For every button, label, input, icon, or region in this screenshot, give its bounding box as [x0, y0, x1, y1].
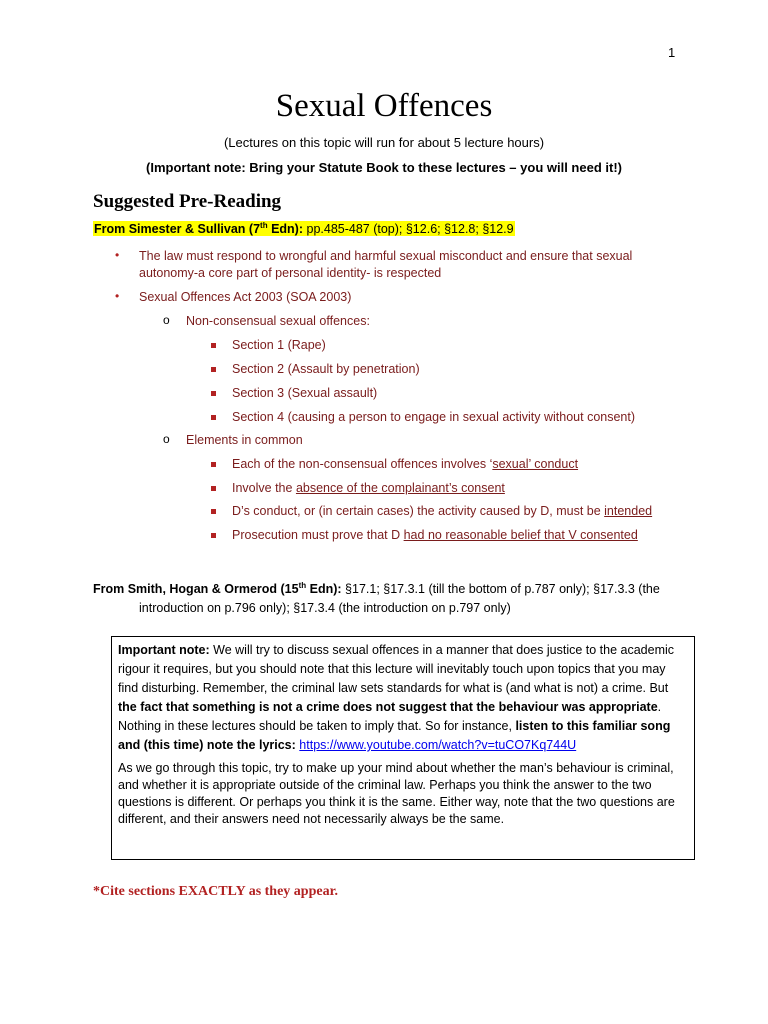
- cite-sections-note: *Cite sections EXACTLY as they appear.: [93, 884, 339, 899]
- note-text-2: . Nothing in these lectures should be taken to imply that. So for instance,: [118, 700, 662, 733]
- item-section-2: Section 2 (Assault by penetration): [232, 362, 420, 376]
- bullet-text-line: autonomy-a core part of personal identity- is respected: [139, 266, 442, 280]
- item-text: Involve the: [232, 481, 296, 495]
- note-bold-2: listen to this familiar song and (this time) note the lyrics:: [118, 719, 671, 752]
- source2-sup: th: [298, 581, 307, 590]
- note-label: Important note:: [118, 643, 210, 657]
- item-section-1: Section 1 (Rape): [232, 338, 326, 352]
- important-note-box: [111, 636, 695, 860]
- note-paragraph-1: [118, 641, 688, 755]
- bullet-soa-2003: Sexual Offences Act 2003 (SOA 2003): [139, 290, 352, 304]
- circle-bullet: o: [163, 313, 170, 327]
- square-bullet: [211, 462, 216, 467]
- source1-suffix: Edn):: [267, 222, 304, 237]
- square-bullet: [211, 367, 216, 372]
- page-number: 1: [668, 45, 676, 60]
- bullet-dot: •: [115, 289, 120, 303]
- square-bullet: [211, 415, 216, 420]
- square-bullet: [211, 343, 216, 348]
- square-bullet: [211, 391, 216, 396]
- item-section-3: Section 3 (Sexual assault): [232, 386, 378, 400]
- bullet-dot: •: [115, 248, 120, 262]
- square-bullet: [211, 486, 216, 491]
- lecture-hours-note: (Lectures on this topic will run for about 5 lecture hours): [223, 135, 545, 150]
- page-title: Sexual Offences: [275, 88, 493, 124]
- item-underlined: absence of the complainant’s consent: [295, 481, 505, 495]
- subbullet-non-consensual: Non-consensual sexual offences:: [186, 314, 370, 328]
- bullet-text-line: The law must respond to wrongful and harmful sexual misconduct and ensure that sexual: [139, 249, 633, 263]
- bullet-law-must-respond: [139, 248, 632, 282]
- source1-prefix: From Simester & Sullivan (7: [94, 222, 261, 237]
- item-sexual-conduct: [232, 456, 578, 473]
- subbullet-elements-common: Elements in common: [186, 433, 303, 447]
- note-paragraph-2: As we go through this topic, try to make up your mind about whether the man’s behaviour is criminal, and whether it is appropriate outside of the criminal law. Perhaps you think the answer to the two questions is different. Or perhaps you think it is the same. Either way, note that the two questions are different, and their answers need not necessarily always be the same.: [118, 761, 675, 826]
- item-intended: [232, 503, 652, 520]
- item-text: D’s conduct, or (in certain cases) the activity caused by D, must be: [232, 504, 605, 518]
- item-text: Each of the non-consensual offences involves ‘: [232, 457, 493, 471]
- item-underlined: had no reasonable belief that V consented: [403, 528, 638, 542]
- section-heading: Suggested Pre-Reading: [93, 191, 282, 212]
- note-text-1: We will try to discuss sexual offences in a manner that does justice to the academic rigour it requires, but you should note that this lecture will inevitably touch upon topics that you may find disturbing. Remember, the criminal law sets standards for what is (and what is not) a crime. But: [118, 643, 675, 695]
- square-bullet: [211, 509, 216, 514]
- source2-prefix: From Smith, Hogan & Ormerod (15: [93, 582, 299, 597]
- item-underlined: intended: [604, 504, 653, 518]
- reading-source-smith-hogan: [93, 576, 693, 618]
- circle-bullet: o: [163, 432, 170, 446]
- source1-pages: pp.485-487 (top); §12.6; §12.8; §12.9: [303, 222, 514, 237]
- note-bold-1: the fact that something is not a crime does not suggest that the behaviour was appropriate: [118, 700, 658, 714]
- source2-line2: introduction on p.796 only); §17.3.4 (the introduction on p.797 only): [139, 601, 511, 616]
- item-underlined: sexual’ conduct: [492, 457, 579, 471]
- reading-source-simester: [93, 221, 515, 236]
- source2-suffix: Edn):: [306, 582, 342, 597]
- item-section-4: Section 4 (causing a person to engage in sexual activity without consent): [232, 410, 636, 424]
- source2-line1: §17.1; §17.3.1 (till the bottom of p.787 only); §17.3.3 (the: [341, 582, 660, 597]
- item-absence-consent: [232, 480, 505, 497]
- youtube-link[interactable]: https://www.youtube.com/watch?v=tuCO7Kq744U: [299, 738, 577, 752]
- item-reasonable-belief: [232, 527, 638, 544]
- square-bullet: [211, 533, 216, 538]
- source1-sup: th: [260, 221, 268, 230]
- statute-book-note: (Important note: Bring your Statute Book to these lectures – you will need it!): [146, 160, 622, 175]
- item-text: Prosecution must prove that D: [232, 528, 404, 542]
